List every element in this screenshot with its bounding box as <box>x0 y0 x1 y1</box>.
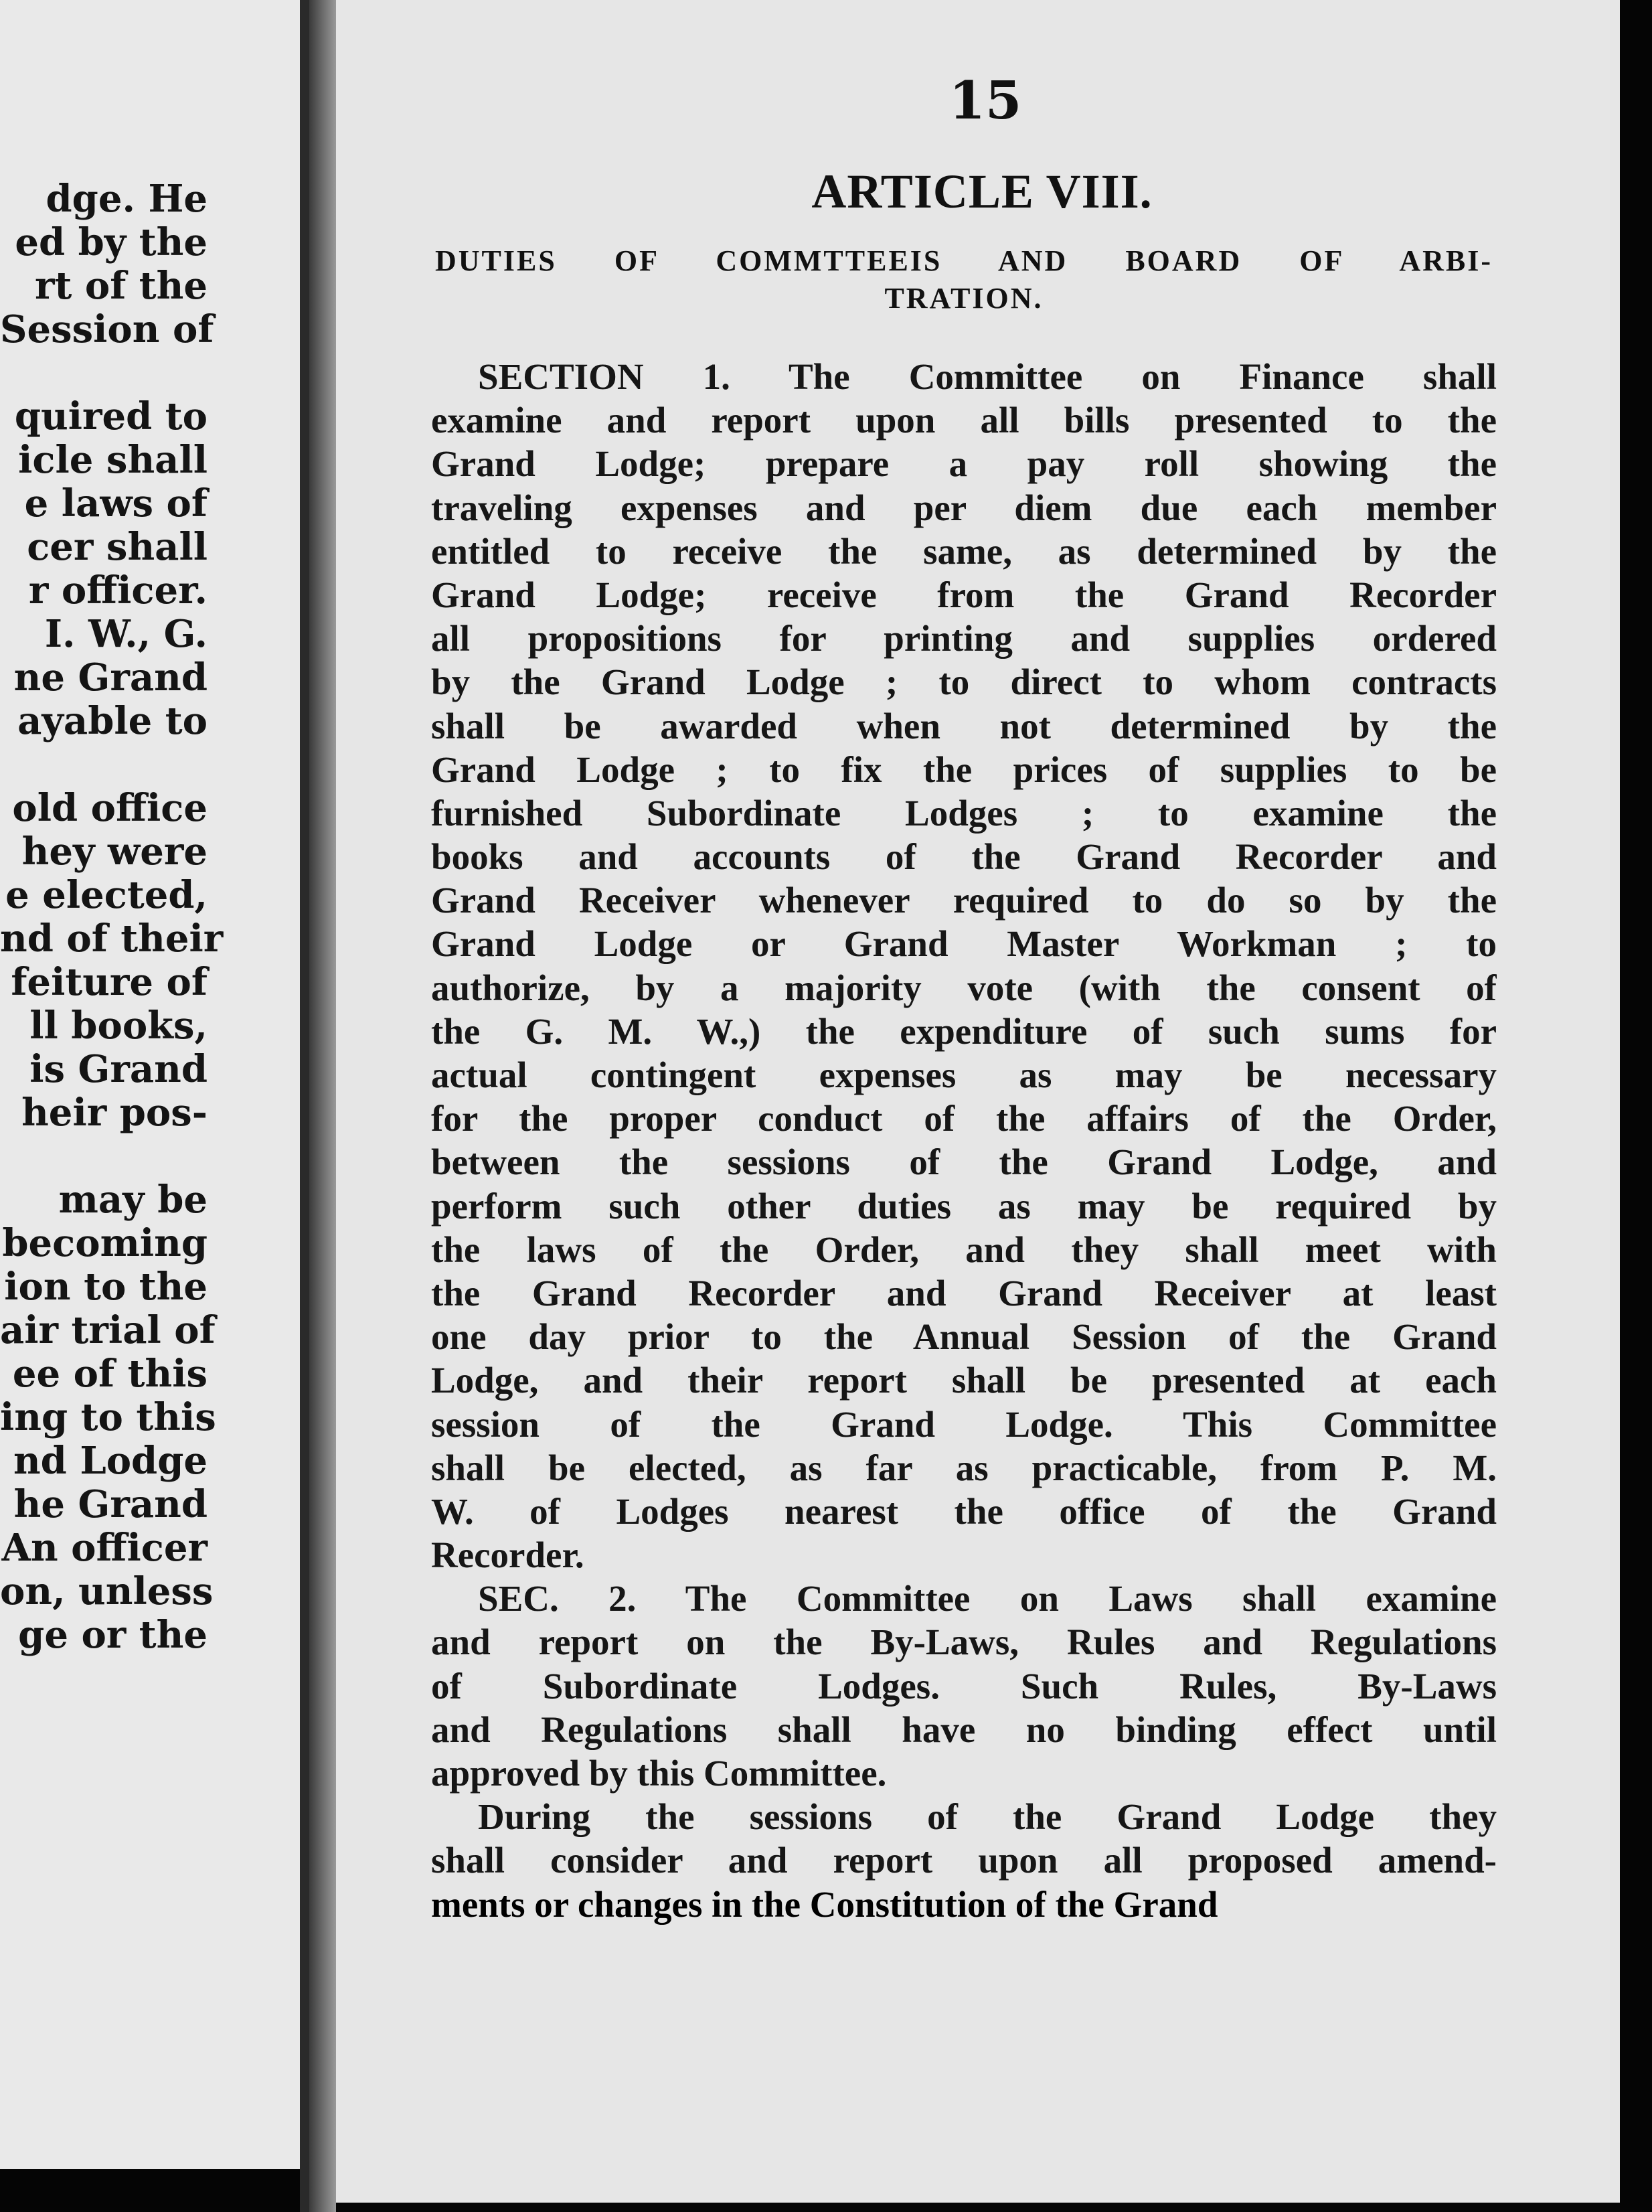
facing-page-line: feiture of <box>11 960 208 1004</box>
facing-page-line: becoming <box>2 1221 208 1265</box>
facing-page-line: ll books, <box>29 1004 208 1048</box>
facing-page-line: ion to the <box>4 1265 208 1309</box>
article-heading: ARTICLE VIII. <box>811 165 1153 218</box>
body-text-line: traveling expenses and per diem due each member <box>431 487 1497 528</box>
article-subheading <box>435 242 1493 317</box>
facing-page-line: rt of the <box>34 264 208 308</box>
body-text-line: Grand Lodge; prepare a pay roll showing the <box>431 443 1497 485</box>
facing-page-line: quired to <box>14 394 208 439</box>
facing-page-line: Session of <box>0 307 214 351</box>
article-body <box>431 355 1497 1926</box>
facing-page-line: may be <box>58 1178 208 1222</box>
body-text-line: and Regulations shall have no binding effect until <box>431 1709 1497 1750</box>
body-text-line: shall consider and report upon all proposed amend- <box>431 1840 1497 1881</box>
body-text-line: Grand Lodge or Grand Master Workman ; to <box>431 923 1497 965</box>
body-text-line: session of the Grand Lodge. This Committee <box>431 1403 1497 1445</box>
facing-page-line: ing to this <box>0 1395 216 1439</box>
facing-page-line: e elected, <box>5 873 208 917</box>
facing-page-line: ee of this <box>12 1352 208 1396</box>
body-text-line: W. of Lodges nearest the office of the Grand <box>431 1490 1497 1532</box>
body-text-line: between the sessions of the Grand Lodge, and <box>431 1141 1497 1183</box>
facing-page-line: An officer <box>1 1526 208 1570</box>
body-text-line: the Grand Recorder and Grand Receiver at least <box>431 1272 1497 1314</box>
body-text-line: Grand Lodge; receive from the Grand Recorder <box>431 574 1497 615</box>
facing-page-line <box>0 743 208 787</box>
body-text-line: actual contingent expenses as may be necessary <box>431 1054 1497 1095</box>
facing-page-line: r officer. <box>28 568 208 613</box>
facing-page-line: cer shall <box>27 525 208 569</box>
body-text-line: Recorder. <box>431 1534 584 1576</box>
body-text-line: Lodge, and their report shall be presented at each <box>431 1360 1497 1401</box>
body-text-line: Grand Lodge ; to fix the prices of supplies to be <box>431 748 1497 790</box>
book-gutter <box>309 0 336 2212</box>
body-text-line: books and accounts of the Grand Recorder and <box>431 836 1497 878</box>
facing-page-line: he Grand <box>13 1482 208 1526</box>
facing-page-line: dge. He <box>46 177 208 221</box>
body-text-line: ments or changes in the Constitution of the Grand <box>431 1883 1218 1925</box>
body-text-line: for the proper conduct of the affairs of the Order, <box>431 1098 1497 1139</box>
body-text-line: the G. M. W.,) the expenditure of such sums for <box>431 1010 1497 1052</box>
facing-page-line: is Grand <box>29 1047 208 1091</box>
facing-page-line: on, unless <box>0 1569 214 1613</box>
body-text-line: shall be elected, as far as practicable, from P. M. <box>431 1447 1497 1488</box>
page-number: 15 <box>948 70 1022 131</box>
body-text-line: all propositions for printing and supplies ordered <box>431 618 1497 659</box>
body-text-line: SECTION 1. The Committee on Finance shall <box>478 356 1497 397</box>
body-text-line: authorize, by a majority vote (with the consent of <box>431 967 1497 1008</box>
facing-page-line: icle shall <box>18 438 208 482</box>
facing-page-line: ayable to <box>17 699 208 743</box>
facing-page-line <box>0 1135 208 1178</box>
body-text-line: of Subordinate Lodges. Such Rules, By-Laws <box>431 1665 1497 1707</box>
facing-page-line: hey were <box>21 830 208 874</box>
facing-page-line: ed by the <box>15 220 208 264</box>
body-text-line: and report on the By-Laws, Rules and Regulations <box>431 1622 1497 1663</box>
facing-page-line: heir pos- <box>21 1091 208 1135</box>
facing-page-text <box>0 177 224 1657</box>
facing-page-line: e laws of <box>24 481 208 526</box>
subheading-line-1: DUTIES OF COMMTTEEIS AND BOARD OF ARBI- <box>435 244 1493 277</box>
body-text-line: furnished Subordinate Lodges ; to examine the <box>431 792 1497 834</box>
body-text-line: one day prior to the Annual Session of the Grand <box>431 1316 1497 1358</box>
body-text-line: the laws of the Order, and they shall meet with <box>431 1229 1497 1270</box>
body-text-line: entitled to receive the same, as determined by the <box>431 530 1497 572</box>
body-text-line: approved by this Committee. <box>431 1753 887 1794</box>
body-text-line: perform such other duties as may be required by <box>431 1185 1497 1227</box>
body-text-line: During the sessions of the Grand Lodge they <box>478 1796 1497 1838</box>
body-text-line: by the Grand Lodge ; to direct to whom contracts <box>431 661 1497 703</box>
body-text-line: SEC. 2. The Committee on Laws shall examine <box>478 1578 1497 1620</box>
facing-page-line: I. W., G. <box>44 612 208 656</box>
facing-page-left <box>0 0 309 2169</box>
body-text-line: examine and report upon all bills presented to the <box>431 400 1497 441</box>
facing-page-line: nd Lodge <box>13 1439 208 1483</box>
subheading-line-2: TRATION. <box>884 282 1044 315</box>
facing-page-line <box>0 351 208 395</box>
facing-page-line: air trial of <box>0 1308 216 1352</box>
body-text-line: Grand Receiver whenever required to do so by the <box>431 880 1497 921</box>
facing-page-line: old office <box>12 786 208 830</box>
facing-page-line: nd of their <box>0 917 224 961</box>
facing-page-line: ge or the <box>18 1613 208 1657</box>
facing-page-line: ne Grand <box>13 655 208 700</box>
body-text-line: shall be awarded when not determined by the <box>431 705 1497 746</box>
page-right <box>336 0 1620 2203</box>
